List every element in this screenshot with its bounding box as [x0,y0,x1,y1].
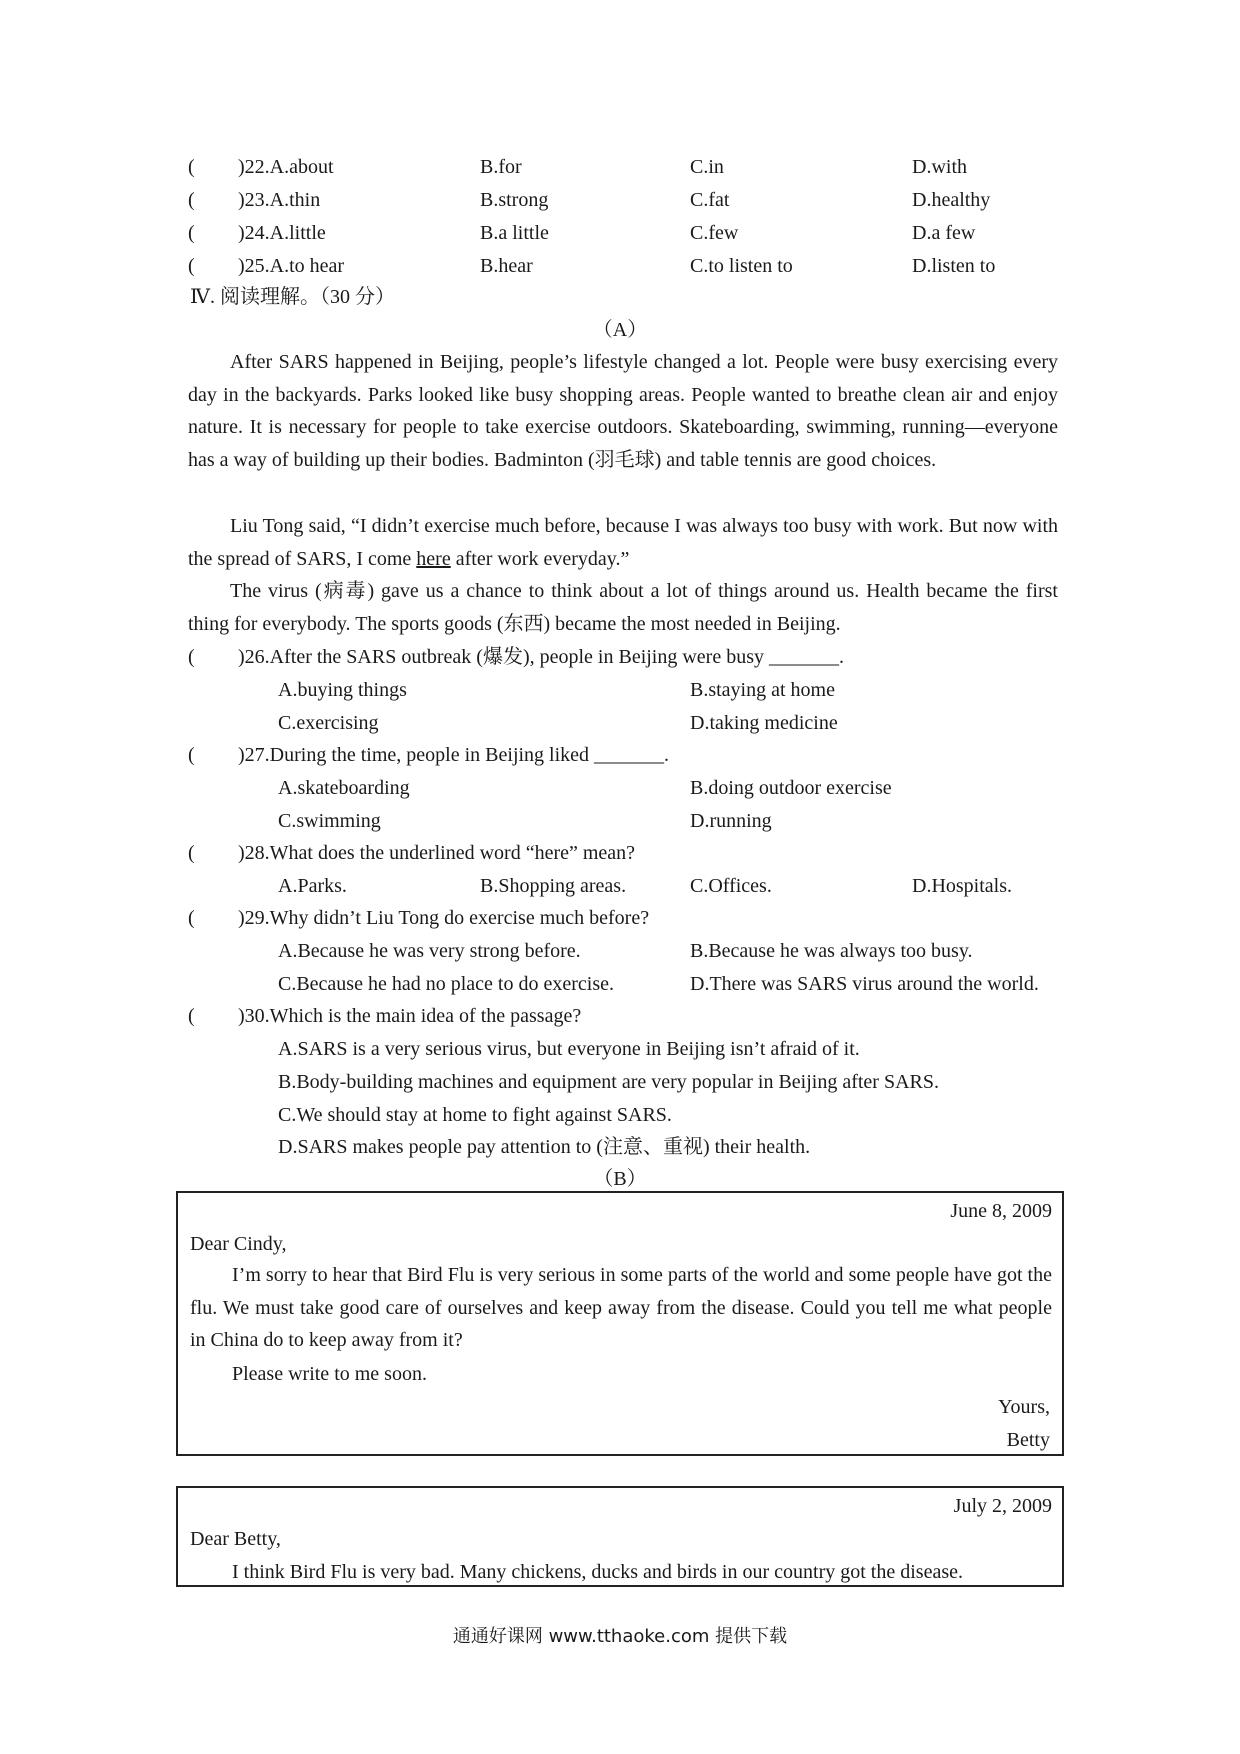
question-29: )29.Why didn’t Liu Tong do exercise much before? [238,907,650,929]
answer-paren: ( [188,646,195,668]
underlined-word-here: here [416,547,451,570]
letter-1-greeting: Dear Cindy, [190,1233,287,1255]
letter-2-greeting: Dear Betty, [190,1528,281,1550]
question-26: )26.After the SARS outbreak (爆发), people in Beijing were busy _______. [238,646,845,668]
passage-label-b: （B） [593,1168,647,1190]
choice-a: )23.A.thin [238,189,321,211]
q26-option-c: C.exercising [278,712,379,734]
answer-paren: ( [188,907,195,929]
q27-option-d: D.running [690,810,772,832]
letter-1-box [176,1191,1064,1456]
answer-paren: ( [188,1005,195,1027]
q26-option-d: D.taking medicine [690,712,838,734]
choice-c: C.fat [690,189,730,211]
q29-option-c: C.Because he had no place to do exercise. [278,973,614,995]
passage-a-paragraph-1 [188,346,1058,477]
choice-b: B.for [480,156,522,178]
choice-d: D.a few [912,222,976,244]
q28-option-d: D.Hospitals. [912,875,1012,897]
answer-paren: ( [188,156,195,178]
passage-a-paragraph-2 [188,510,1058,575]
q26-option-a: A.buying things [278,679,407,701]
q29-option-b: B.Because he was always too busy. [690,940,973,962]
q28-option-c: C.Offices. [690,875,772,897]
passage-a-p2-text: Liu Tong said, “I didn’t exercise much before, because I was always too busy with work. But now with the spread of SARS, I come [188,515,1058,570]
q28-option-b: B.Shopping areas. [480,875,627,897]
q27-option-a: A.skateboarding [278,777,410,799]
page-footer: 通通好课网 www.tthaoke.com 提供下载 [452,1626,788,1647]
letter-1-signature: Betty [1006,1429,1050,1451]
q28-option-a: A.Parks. [278,875,347,897]
passage-a-p3-text: The virus (病毒) gave us a chance to think about a lot of things around us. Health became the first thing for everybody. The sports goods (东西) became the most needed in Beijing. [188,580,1058,635]
q29-option-a: A.Because he was very strong before. [278,940,581,962]
answer-paren: ( [188,189,195,211]
letter-2-body: I think Bird Flu is very bad. Many chickens, ducks and birds in our country got the disease. [232,1561,963,1583]
passage-a-paragraph-3 [188,575,1058,640]
choice-b: B.strong [480,189,549,211]
question-27: )27.During the time, people in Beijing liked _______. [238,744,670,766]
passage-label-a: （A） [592,319,648,341]
q26-option-b: B.staying at home [690,679,835,701]
choice-a: )24.A.little [238,222,326,244]
letter-2-box [176,1486,1064,1587]
choice-d: D.healthy [912,189,991,211]
passage-a-p1-text: After SARS happened in Beijing, people’s lifestyle changed a lot. People were busy exercising every day in the backyards. Parks looked like busy shopping areas. People wanted to breathe clean air and enjoy nature. It is necessary for people to take exercise outdoors. Skateboarding, swimming, running—everyone has a way of building up their bodies. Badminton (羽毛球) and table tennis are good choices. [188,351,1058,472]
answer-paren: ( [188,842,195,864]
letter-2-date: July 2, 2009 [953,1495,1052,1517]
section-heading: Ⅳ. 阅读理解。（30 分） [190,286,395,308]
answer-paren: ( [188,222,195,244]
choice-d: D.with [912,156,967,178]
q27-option-c: C.swimming [278,810,381,832]
choice-c: C.to listen to [690,255,793,277]
choice-b: B.a little [480,222,549,244]
choice-d: D.listen to [912,255,996,277]
choice-c: C.few [690,222,739,244]
choice-c: C.in [690,156,724,178]
q30-option-a: A.SARS is a very serious virus, but everyone in Beijing isn’t afraid of it. [278,1038,860,1060]
question-28: )28.What does the underlined word “here” mean? [238,842,636,864]
answer-paren: ( [188,255,195,277]
q30-option-c: C.We should stay at home to fight against SARS. [278,1104,672,1126]
q30-option-d: D.SARS makes people pay attention to (注意、重视) their health. [278,1136,811,1158]
letter-1-closing: Yours, [998,1396,1050,1418]
choice-b: B.hear [480,255,533,277]
letter-1-line2: Please write to me soon. [232,1363,427,1385]
letter-1-date: June 8, 2009 [950,1200,1052,1222]
answer-paren: ( [188,744,195,766]
choice-a: )22.A.about [238,156,334,178]
q27-option-b: B.doing outdoor exercise [690,777,892,799]
letter-1-body-text: I’m sorry to hear that Bird Flu is very serious in some parts of the world and some people have got the flu. We must take good care of ourselves and keep away from the disease. Could you tell me what people in China do to keep away from it? [190,1264,1052,1352]
q30-option-b: B.Body-building machines and equipment are very popular in Beijing after SARS. [278,1071,939,1093]
letter-1-body [190,1259,1052,1357]
passage-a-p2-end: after work everyday.” [450,547,630,570]
question-30: )30.Which is the main idea of the passage? [238,1005,582,1027]
choice-a: )25.A.to hear [238,255,345,277]
q29-option-d: D.There was SARS virus around the world. [690,973,1039,995]
